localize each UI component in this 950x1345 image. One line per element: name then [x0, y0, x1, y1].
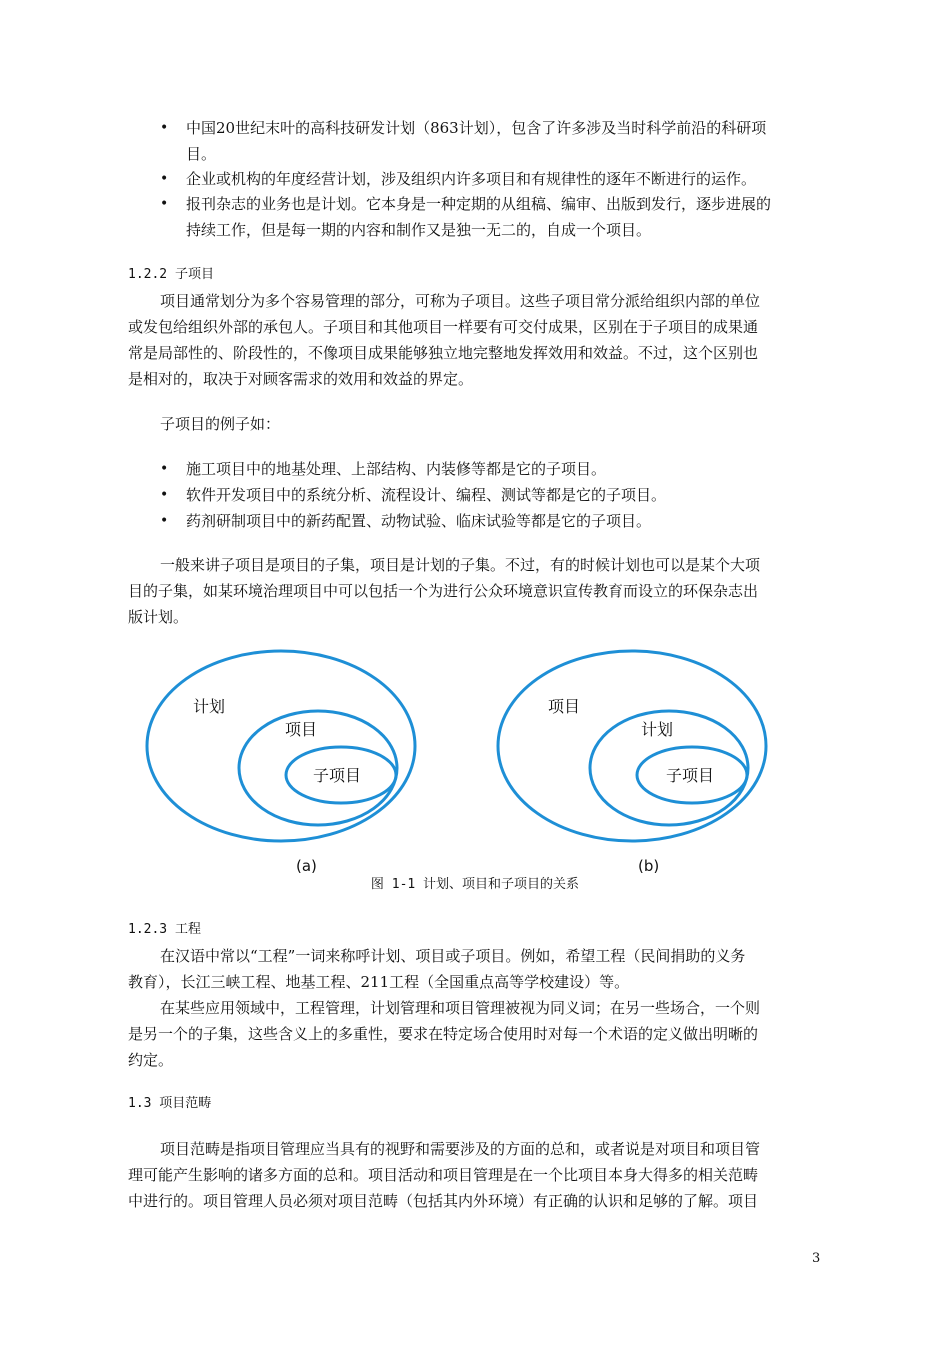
figure-nested-ellipses — [0, 640, 950, 890]
bullet-dot: • — [160, 513, 169, 529]
label-inner-b: 子项目 — [666, 766, 715, 785]
list-item: 报刊杂志的业务也是计划。它本身是一种定期的从组稿、编审、出版到发行，逐步进展的 — [186, 195, 772, 213]
bullet-dot: • — [160, 196, 169, 212]
paragraph-line: 常是局部性的、阶段性的，不像项目成果能够独立地完整地发挥效用和效益。不过，这个区别也 — [128, 344, 759, 362]
label-outer-b: 项目 — [548, 697, 581, 716]
paragraph-line: 是另一个的子集，这些含义上的多重性，要求在特定场合使用时对每一个术语的定义做出明晰的 — [128, 1025, 759, 1043]
label-inner-a: 子项目 — [313, 766, 362, 785]
list-item: 企业或机构的年度经营计划，涉及组织内许多项目和有规律性的逐年不断进行的运作。 — [186, 170, 757, 188]
bullet-dot: • — [160, 120, 169, 136]
list-item: 中国20世纪末叶的高科技研发计划（863计划），包含了许多涉及当时科学前沿的科研项 — [186, 119, 767, 137]
section-heading-1-3: 1.3 项目范畴 — [128, 1096, 212, 1111]
diagram-b — [498, 651, 766, 875]
examples-intro: 子项目的例子如： — [160, 415, 281, 433]
label-middle-b: 计划 — [641, 720, 674, 739]
ellipse-outer-a — [147, 651, 415, 841]
paragraph-line: 中进行的。项目管理人员必须对项目范畴（包括其内外环境）有正确的认识和足够的了解。项目 — [128, 1192, 759, 1210]
page-number: 3 — [812, 1251, 821, 1266]
list-item: 药剂研制项目中的新药配置、动物试验、临床试验等都是它的子项目。 — [186, 512, 652, 530]
paragraph-line: 在某些应用领域中，工程管理，计划管理和项目管理被视为同义词；在另一些场合，一个则 — [160, 999, 761, 1017]
bullet-dot: • — [160, 171, 169, 187]
paragraph-line: 项目范畴是指项目管理应当具有的视野和需要涉及的方面的总和，或者说是对项目和项目管 — [160, 1140, 761, 1158]
paragraph-line: 理可能产生影响的诸多方面的总和。项目活动和项目管理是在一个比项目本身大得多的相关范畴 — [128, 1166, 759, 1184]
paragraph-line: 是相对的，取决于对顾客需求的效用和效益的界定。 — [128, 370, 474, 388]
section-heading-1-2-2: 1.2.2 子项目 — [128, 267, 214, 282]
paragraph-line: 版计划。 — [128, 608, 189, 626]
list-item: 施工项目中的地基处理、上部结构、内装修等都是它的子项目。 — [186, 460, 607, 478]
bullet-dot: • — [160, 461, 169, 477]
paragraph-line: 约定。 — [128, 1051, 174, 1069]
paragraph-line: 目的子集，如某环境治理项目中可以包括一个为进行公众环境意识宣传教育而设立的环保杂志出 — [128, 582, 759, 600]
list-item-continued: 持续工作，但是每一期的内容和制作又是独一无二的，自成一个项目。 — [186, 221, 652, 239]
sublabel-b: (b) — [638, 857, 660, 875]
paragraph-line: 在汉语中常以“工程”一词来称呼计划、项目或子项目。例如，希望工程（民间捐助的义务 — [160, 947, 746, 965]
section-heading-1-2-3: 1.2.3 工程 — [128, 922, 201, 937]
list-item-continued: 目。 — [186, 145, 217, 163]
diagram-a — [147, 651, 415, 875]
label-middle-a: 项目 — [285, 720, 318, 739]
ellipse-outer-b — [498, 651, 766, 841]
label-outer-a: 计划 — [193, 697, 226, 716]
paragraph-line: 项目通常划分为多个容易管理的部分，可称为子项目。这些子项目常分派给组织内部的单位 — [160, 292, 761, 310]
paragraph-line: 教育），长江三峡工程、地基工程、211工程（全国重点高等学校建设）等。 — [128, 973, 630, 991]
paragraph-line: 或发包给组织外部的承包人。子项目和其他项目一样要有可交付成果，区别在于子项目的成果通 — [128, 318, 759, 336]
sublabel-a: (a) — [296, 857, 317, 875]
figure-caption: 图 1-1 计划、项目和子项目的关系 — [370, 877, 580, 892]
paragraph-line: 一般来讲子项目是项目的子集，项目是计划的子集。不过，有的时候计划也可以是某个大项 — [160, 556, 761, 574]
list-item: 软件开发项目中的系统分析、流程设计、编程、测试等都是它的子项目。 — [186, 486, 667, 504]
bullet-dot: • — [160, 487, 169, 503]
